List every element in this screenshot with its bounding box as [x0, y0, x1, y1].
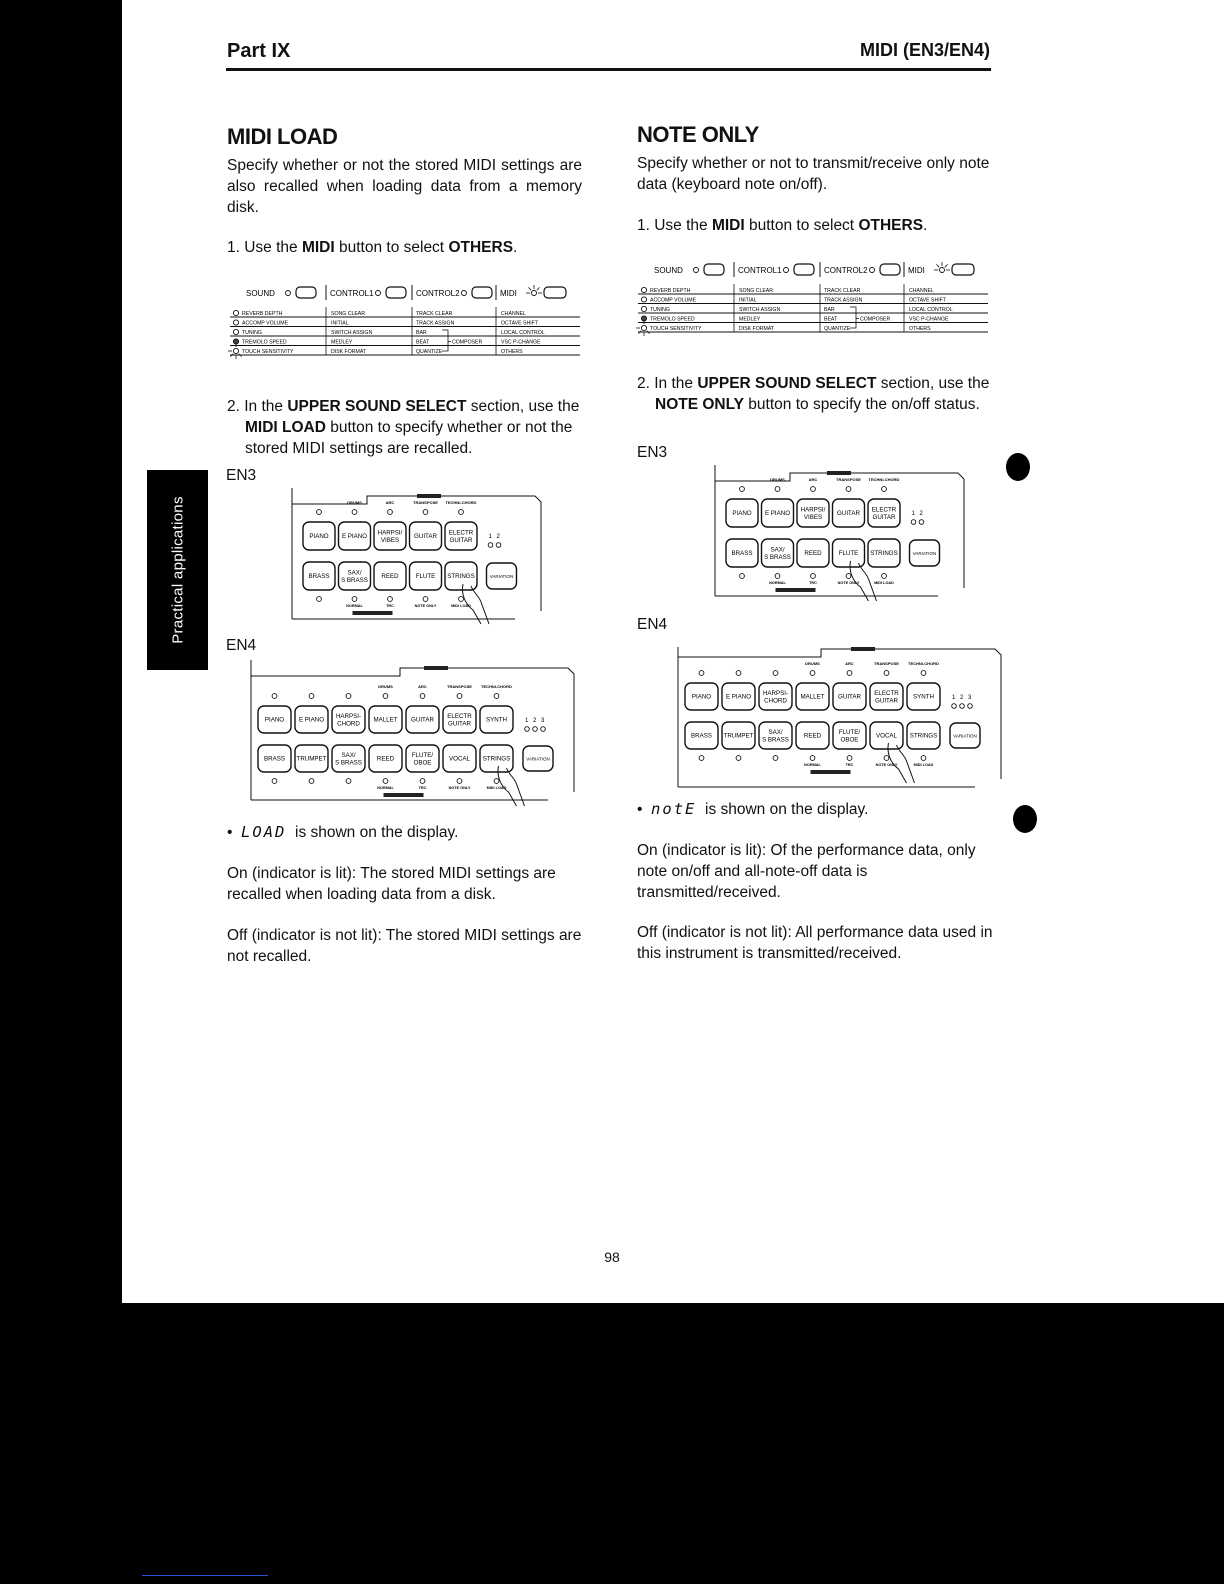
- top-label: TECHNI-CHORD: [445, 500, 477, 505]
- midi-panel-head: CONTROL2: [416, 289, 460, 298]
- bottom-label: TRC: [386, 604, 394, 608]
- variation-number: 2: [919, 511, 923, 517]
- indicator-led: [286, 291, 291, 296]
- sound-button-label: GUITAR: [414, 533, 437, 540]
- sound-button-label: ELECTR: [871, 506, 897, 514]
- table-cell: DISK FORMAT: [739, 326, 775, 332]
- sound-button-label: BRASS: [308, 573, 330, 580]
- row-led: [641, 287, 646, 292]
- sound-button-label: HARPSI-: [335, 713, 362, 720]
- indicator-led: [921, 671, 926, 676]
- variation-number: 1: [911, 511, 915, 517]
- sound-button-label: PIANO: [691, 693, 712, 701]
- indicator-led: [317, 597, 322, 602]
- midi-load-on: On (indicator is lit): The stored MIDI settings are recalled when loading data from a disk.: [227, 865, 556, 903]
- indicator-led: [921, 756, 926, 761]
- row-led: [641, 297, 646, 302]
- header-rule: [226, 68, 991, 71]
- variation-number: 2: [496, 534, 500, 540]
- sound-button-label: HARPSI-: [762, 690, 789, 697]
- panel-button: [794, 264, 814, 275]
- indicator-led: [420, 779, 425, 784]
- sound-button-label: S BRASS: [762, 736, 789, 744]
- note-only-intro: Specify whether or not to transmit/receive only note data (keyboard note on/off).: [637, 155, 990, 193]
- side-tab: [147, 470, 208, 670]
- variation-number: 3: [968, 695, 972, 701]
- table-cell: TREMOLO SPEED: [650, 316, 695, 323]
- indicator-led: [846, 574, 851, 579]
- lit-indicator-led: [940, 268, 945, 273]
- header-section: MIDI (EN3/EN4): [859, 40, 990, 60]
- top-label: DRUMS: [770, 477, 785, 482]
- indicator-led: [919, 520, 924, 525]
- table-cell: ACCOMP VOLUME: [242, 320, 289, 327]
- indicator-led: [420, 694, 425, 699]
- sound-button-label: MALLET: [373, 716, 398, 724]
- top-label: TECHNI-CHORD: [908, 661, 939, 666]
- table-cell: SWITCH ASSIGN: [739, 307, 781, 313]
- variation-label: VARIATION: [953, 733, 977, 739]
- sound-button-label: E PIANO: [725, 693, 752, 701]
- sound-button-label: SAX/: [347, 569, 362, 577]
- sound-button-label: TRUMPET: [723, 732, 754, 740]
- table-cell: OCTAVE SHIFT: [909, 297, 946, 304]
- panel-label-bar: [417, 494, 441, 498]
- indicator-led: [462, 291, 467, 296]
- indicator-led: [317, 510, 322, 515]
- en3-label: EN3: [637, 444, 668, 461]
- midi-load-title: MIDI LOAD: [227, 124, 338, 149]
- variation-number: 3: [541, 718, 545, 724]
- indicator-led: [810, 756, 815, 761]
- table-cell: TUNING: [242, 330, 262, 336]
- table-cell: BAR: [824, 307, 835, 313]
- sound-button-label: GUITAR: [838, 693, 861, 701]
- sound-button-label: BRASS: [731, 550, 753, 557]
- row-led: [233, 320, 238, 325]
- panel-label-bar: [851, 647, 875, 651]
- en4-sound-select-panel: [675, 647, 1005, 797]
- indicator-led: [775, 487, 780, 492]
- midi-load-off: Off (indicator is not lit): The stored MIDI settings are not recalled.: [227, 927, 582, 965]
- table-cell: SONG CLEAR: [739, 288, 774, 294]
- indicator-led: [884, 756, 889, 761]
- bottom-label: MIDI LOAD: [486, 786, 507, 790]
- midi-panel-head: MIDI: [908, 266, 925, 275]
- indicator-led: [736, 671, 741, 676]
- sound-button-label: FLUTE: [838, 550, 859, 557]
- indicator-led: [846, 487, 851, 492]
- sound-button-label: E PIANO: [298, 716, 325, 724]
- indicator-led: [457, 694, 462, 699]
- sound-button-label: E PIANO: [764, 510, 791, 517]
- indicator-led: [810, 671, 815, 676]
- sound-button-label: CHORD: [764, 697, 787, 705]
- table-cell: TREMOLO SPEED: [242, 339, 287, 346]
- table-cell: LOCAL CONTROL: [909, 307, 953, 313]
- bottom-label: MIDI LOAD: [451, 604, 471, 608]
- top-label: ARC: [808, 477, 818, 482]
- indicator-led: [423, 510, 428, 515]
- variation-number: 1: [525, 718, 529, 724]
- bottom-label: TRC: [418, 786, 427, 790]
- sound-button-label: BRASS: [264, 755, 285, 763]
- indicator-led: [784, 268, 789, 273]
- display-note: notE: [651, 800, 697, 818]
- sound-button-label: S BRASS: [335, 759, 362, 767]
- midi-panel-head: SOUND: [654, 266, 683, 275]
- indicator-led: [494, 779, 499, 784]
- sound-button-label: REED: [804, 550, 822, 557]
- top-label: TECHNI-CHORD: [481, 684, 512, 689]
- indicator-led: [870, 268, 875, 273]
- en4-sound-select-panel: [248, 660, 578, 810]
- table-cell: BEAT: [824, 316, 838, 323]
- variation-label: VARIATION: [912, 551, 937, 556]
- indicator-led: [811, 487, 816, 492]
- sound-button-label: TRUMPET: [296, 755, 327, 763]
- sound-button-label: STRINGS: [909, 732, 938, 740]
- indicator-led: [694, 268, 699, 273]
- panel-outline: [292, 496, 541, 611]
- indicator-led: [376, 291, 381, 296]
- sound-button-label: STRINGS: [482, 755, 511, 763]
- display-load: LOAD: [241, 823, 287, 841]
- sound-button-label: VOCAL: [449, 755, 470, 763]
- midi-panel-head: CONTROL1: [738, 266, 782, 275]
- indicator-led: [882, 574, 887, 579]
- table-cell: INITIAL: [331, 320, 349, 327]
- scan-border-left: [0, 0, 122, 1303]
- panel-label-bar: [353, 611, 393, 615]
- sound-button-label: S BRASS: [764, 554, 791, 561]
- bottom-label: NORMAL: [346, 604, 363, 608]
- indicator-led: [383, 779, 388, 784]
- table-cell: SWITCH ASSIGN: [331, 330, 373, 336]
- table-cell: MEDLEY: [331, 339, 353, 346]
- bottom-label: NORMAL: [804, 763, 821, 767]
- table-cell: OCTAVE SHIFT: [501, 320, 538, 327]
- indicator-led: [773, 756, 778, 761]
- indicator-led: [811, 574, 816, 579]
- indicator-led: [533, 727, 538, 732]
- midi-panel-head: MIDI: [500, 289, 517, 298]
- sound-button-label: FLUTE/: [838, 729, 861, 736]
- header-part: Part IX: [227, 40, 291, 62]
- top-label: DRUMS: [378, 684, 393, 689]
- sound-button-label: VIBES: [380, 537, 400, 544]
- table-cell: CHANNEL: [501, 311, 526, 317]
- bottom-label: NOTE ONLY: [875, 763, 898, 767]
- sound-button-label: ELECTR: [874, 690, 899, 697]
- indicator-led: [346, 694, 351, 699]
- indicator-led: [459, 510, 464, 515]
- table-cell: OTHERS: [501, 349, 523, 355]
- sound-button-label: GUITAR: [837, 510, 860, 517]
- binder-hole-mark: [1006, 453, 1030, 481]
- sound-button-label: OBOE: [413, 759, 432, 767]
- sound-button-label: HARPSI/: [800, 506, 826, 514]
- en3-sound-select-panel: [712, 461, 968, 606]
- indicator-led: [494, 694, 499, 699]
- midi-load-step2: 2. In the UPPER SOUND SELECT section, use the MIDI LOAD button to specify whether or not the stored MIDI settings are recalled.: [227, 398, 580, 457]
- midi-load-display-line: • LOAD is shown on the display.: [227, 823, 459, 841]
- panel-button: [704, 264, 724, 275]
- variation-label: VARIATION: [489, 574, 514, 579]
- scan-artifact-line: [142, 1575, 268, 1576]
- indicator-led: [352, 597, 357, 602]
- variation-number: 1: [952, 695, 956, 701]
- indicator-led: [740, 487, 745, 492]
- indicator-led: [882, 487, 887, 492]
- indicator-led: [847, 671, 852, 676]
- indicator-led: [740, 574, 745, 579]
- table-cell: INITIAL: [739, 297, 757, 304]
- table-cell: TRACK CLEAR: [824, 288, 861, 294]
- row-led: [641, 325, 646, 330]
- table-cell: VSC P-CHANGE: [501, 339, 541, 346]
- indicator-led: [488, 543, 493, 548]
- en4-label: EN4: [226, 637, 257, 654]
- note-only-title: NOTE ONLY: [637, 122, 759, 147]
- side-tab-label: Practical applications: [169, 496, 186, 644]
- table-cell: CHANNEL: [909, 288, 934, 294]
- indicator-led: [911, 520, 916, 525]
- sound-button-label: HARPSI/: [377, 529, 403, 537]
- sound-button-label: MALLET: [800, 693, 825, 701]
- panel-button: [296, 287, 316, 298]
- table-cell: MEDLEY: [739, 316, 761, 323]
- bottom-label: MIDI LOAD: [874, 581, 894, 585]
- table-cell: VSC P-CHANGE: [909, 316, 949, 323]
- table-cell: OTHERS: [909, 326, 931, 332]
- bottom-label: MIDI LOAD: [913, 763, 934, 767]
- indicator-led: [309, 779, 314, 784]
- indicator-led: [884, 671, 889, 676]
- table-cell: QUANTIZE: [416, 349, 443, 355]
- indicator-led: [309, 694, 314, 699]
- indicator-led: [496, 543, 501, 548]
- table-cell: ACCOMP VOLUME: [650, 297, 697, 304]
- panel-label-bar: [384, 793, 424, 797]
- panel-outline: [678, 649, 1001, 779]
- composer-bracket: [850, 307, 859, 328]
- indicator-led: [773, 671, 778, 676]
- sound-button-label: GUITAR: [411, 716, 434, 724]
- note-only-step2: 2. In the UPPER SOUND SELECT section, use the NOTE ONLY button to specify the on/off status.: [637, 375, 990, 413]
- panel-label-bar: [827, 471, 851, 475]
- table-cell: TRACK ASSIGN: [416, 320, 455, 327]
- sound-button-label: PIANO: [309, 533, 329, 540]
- indicator-led: [272, 694, 277, 699]
- top-label: TECHNI-CHORD: [868, 477, 900, 482]
- sound-button-label: SYNTH: [913, 693, 934, 701]
- midi-panel-head: CONTROL1: [330, 289, 374, 298]
- top-label: ARC: [418, 684, 427, 689]
- en3-sound-select-panel: [289, 484, 545, 629]
- led-ray: [537, 287, 540, 290]
- bottom-label: NOTE ONLY: [414, 604, 437, 608]
- indicator-led: [352, 510, 357, 515]
- composer-label: COMPOSER: [452, 339, 483, 346]
- panel-label-bar: [811, 770, 851, 774]
- composer-bracket: [442, 330, 451, 351]
- midi-button-panel: [228, 278, 584, 374]
- row-led: [233, 310, 238, 315]
- bottom-label: NORMAL: [377, 786, 394, 790]
- indicator-led: [423, 597, 428, 602]
- top-label: TRANSPOSE: [413, 500, 438, 505]
- midi-load-step1: 1. Use the MIDI button to select OTHERS.: [227, 239, 518, 256]
- indicator-led: [775, 574, 780, 579]
- midi-button: [952, 264, 974, 275]
- sound-button-label: SAX/: [341, 752, 356, 759]
- sound-button-label: OBOE: [840, 736, 859, 744]
- table-cell: TUNING: [650, 307, 670, 313]
- indicator-led: [736, 756, 741, 761]
- bottom-label: NORMAL: [769, 581, 786, 585]
- indicator-led: [346, 779, 351, 784]
- sound-button-label: SAX/: [770, 546, 785, 554]
- midi-load-intro: Specify whether or not the stored MIDI settings are also recalled when loading data from a memory disk.: [227, 157, 582, 216]
- sound-button-label: PIANO: [732, 510, 752, 517]
- bottom-label: NOTE ONLY: [837, 581, 860, 585]
- indicator-led: [952, 704, 957, 709]
- variation-number: 2: [960, 695, 964, 701]
- sound-button-label: BRASS: [691, 732, 712, 740]
- table-cell: DISK FORMAT: [331, 349, 367, 355]
- row-led: [641, 306, 646, 311]
- midi-button: [544, 287, 566, 298]
- table-cell: SONG CLEAR: [331, 311, 366, 317]
- indicator-led: [459, 597, 464, 602]
- sound-button-label: PIANO: [264, 716, 285, 724]
- sound-button-label: FLUTE: [415, 573, 436, 580]
- en4-label: EN4: [637, 616, 668, 633]
- variation-number: 2: [533, 718, 537, 724]
- panel-button: [880, 264, 900, 275]
- table-cell: TRACK ASSIGN: [824, 297, 863, 304]
- panel-button: [472, 287, 492, 298]
- sound-button-label: VOCAL: [876, 732, 897, 740]
- table-cell: TRACK CLEAR: [416, 311, 453, 317]
- top-label: ARC: [385, 500, 395, 505]
- bottom-label: NOTE ONLY: [448, 786, 471, 790]
- row-led: [233, 329, 238, 334]
- note-only-off: Off (indicator is not lit): All performance data used in this instrument is transmitted/received.: [637, 924, 993, 962]
- indicator-led: [699, 671, 704, 676]
- sound-button-label: GUITAR: [872, 514, 896, 521]
- sound-button-label: REED: [381, 573, 399, 580]
- midi-panel-head: CONTROL2: [824, 266, 868, 275]
- sound-button-label: ELECTR: [448, 529, 474, 537]
- sound-button-label: E PIANO: [341, 533, 368, 540]
- indicator-led: [968, 704, 973, 709]
- top-label: TRANSPOSE: [874, 661, 899, 666]
- indicator-led: [699, 756, 704, 761]
- sound-button-label: GUITAR: [449, 537, 473, 544]
- indicator-led: [457, 779, 462, 784]
- bottom-label: TRC: [809, 581, 817, 585]
- table-cell: TOUCH SENSITIVITY: [242, 349, 294, 355]
- variation-label: VARIATION: [526, 756, 550, 762]
- panel-outline: [715, 473, 964, 588]
- en3-label: EN3: [226, 467, 257, 484]
- sound-button-label: SYNTH: [486, 716, 507, 724]
- indicator-led: [525, 727, 530, 732]
- midi-button-panel: [636, 255, 992, 351]
- indicator-led: [383, 694, 388, 699]
- sound-button-label: FLUTE/: [411, 752, 434, 759]
- top-label: DRUMS: [805, 661, 820, 666]
- note-only-step1: 1. Use the MIDI button to select OTHERS.: [637, 217, 928, 234]
- panel-button: [386, 287, 406, 298]
- sound-button-label: GUITAR: [448, 720, 471, 728]
- indicator-led: [388, 597, 393, 602]
- indicator-led: [272, 779, 277, 784]
- sound-button-label: REED: [376, 755, 395, 763]
- binder-hole-mark: [1013, 805, 1037, 833]
- sound-button-label: STRINGS: [870, 550, 898, 557]
- indicator-led: [541, 727, 546, 732]
- panel-label-bar: [424, 666, 448, 670]
- scan-border-bottom: [0, 1303, 1224, 1584]
- top-label: TRANSPOSE: [836, 477, 861, 482]
- table-cell: REVERB DEPTH: [242, 311, 283, 317]
- top-label: TRANSPOSE: [447, 684, 472, 689]
- table-cell: REVERB DEPTH: [650, 288, 691, 294]
- row-led: [233, 348, 238, 353]
- sound-button-label: CHORD: [337, 720, 360, 728]
- sound-button-label: S BRASS: [341, 577, 368, 584]
- table-cell: LOCAL CONTROL: [501, 330, 545, 336]
- top-label: ARC: [845, 661, 854, 666]
- panel-label-bar: [776, 588, 816, 592]
- bottom-label: TRC: [845, 763, 854, 767]
- led-ray: [945, 264, 948, 267]
- sound-button-label: STRINGS: [447, 573, 475, 580]
- table-cell: QUANTIZE: [824, 326, 851, 332]
- indicator-led: [847, 756, 852, 761]
- variation-number: 1: [488, 534, 492, 540]
- indicator-led: [960, 704, 965, 709]
- table-cell: TOUCH SENSITIVITY: [650, 326, 702, 332]
- sound-button-label: SAX/: [768, 729, 783, 736]
- led-ray: [936, 264, 939, 267]
- sound-button-label: REED: [803, 732, 822, 740]
- table-cell: BAR: [416, 330, 427, 336]
- note-only-on: On (indicator is lit): Of the performance data, only note on/off and all-note-off data is transmitted/received.: [637, 842, 976, 901]
- indicator-led: [388, 510, 393, 515]
- page-number: 98: [604, 1249, 620, 1265]
- table-cell: BEAT: [416, 339, 430, 346]
- lit-indicator-led: [532, 291, 537, 296]
- top-label: DRUMS: [347, 500, 362, 505]
- midi-panel-head: SOUND: [246, 289, 275, 298]
- composer-label: COMPOSER: [860, 316, 891, 323]
- sound-button-label: ELECTR: [447, 713, 472, 720]
- note-only-display-line: • notE is shown on the display.: [637, 800, 869, 818]
- led-ray: [528, 287, 531, 290]
- sound-button-label: VIBES: [803, 514, 823, 521]
- sound-button-label: GUITAR: [875, 697, 898, 705]
